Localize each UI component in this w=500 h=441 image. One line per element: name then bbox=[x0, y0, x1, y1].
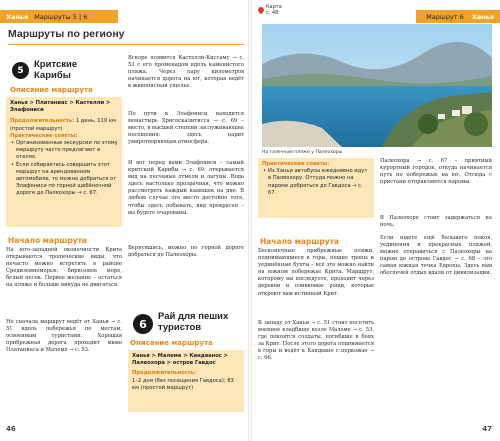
body-paragraph: Палеохора → с. 67 – приятный курортный городок, откуда начинается путь по побережью на юг. Отсюда с пристани отправляются паромы. bbox=[380, 158, 492, 186]
route-title bbox=[34, 59, 77, 81]
route-number-badge: 5 bbox=[12, 62, 29, 79]
tip-item: • Организованные экскурсии по этому маршруту часто предлагают в отелях. bbox=[10, 140, 118, 162]
tip-item: • Если собираетесь совершить этот маршрут на арендованном автомобиле, то можно добраться от Элафониси по горной щебёночной дороге до Палеохоры → с. 67. bbox=[10, 162, 118, 198]
map-reference bbox=[258, 4, 282, 16]
page-title: Маршруты по региону bbox=[8, 28, 125, 40]
page-number: 47 bbox=[482, 425, 492, 433]
route-title bbox=[158, 311, 228, 333]
route-title-line: туристов bbox=[158, 322, 202, 333]
duration-value: 1–2 дня (без посещения Гавдоса); 83 км (простой маршрут) bbox=[132, 377, 234, 391]
tips-box bbox=[258, 158, 374, 218]
route-path: Ханья > Малеме > Кандванос > Палеохора > остров Гавдос bbox=[132, 353, 229, 367]
body-paragraph: Вернувшись, можно по горной дороге добраться до Палеохоры. bbox=[128, 245, 244, 259]
tips-label: Практические советы: bbox=[262, 161, 330, 167]
route-number-badge: 6 bbox=[133, 314, 153, 334]
route-title-line: Рай для пеших bbox=[158, 311, 229, 322]
route-info-box bbox=[6, 97, 122, 227]
tips-label: Практические советы: bbox=[10, 132, 78, 139]
start-heading: Начало маршрута bbox=[260, 237, 339, 246]
header-title: Маршрут 6 bbox=[426, 12, 464, 21]
route-title-line: Критские bbox=[34, 59, 78, 70]
route-title-line: Карибы bbox=[34, 70, 71, 81]
route-info-box bbox=[128, 350, 244, 412]
coastal-photo bbox=[262, 24, 492, 147]
start-paragraph: К западу от Ханьи → с. 51 стоит посетить военное кладбище возле Малеме → с. 53, где покоятся солдаты, погибшие в боях за Крит. После этого дорога поднимается в горы и ведёт к Кандвано с церковью → с. 66. bbox=[258, 320, 374, 362]
header-section: Ханья bbox=[6, 12, 29, 21]
photo-caption: На галечном пляже у Палеохоры bbox=[262, 150, 343, 155]
start-paragraph: Бесконечные прибрежные пляжи, поднимающиеся в горы, пешие тропы и уединённые бухты – всё это можно найти на южном побережье Крита. Маршрут, которому вы последуете, проходит через деревни и оливковые рощи, которые откроют вам истинный Крит. bbox=[258, 248, 374, 297]
route-desc-heading: Описание маршрута bbox=[130, 339, 213, 347]
left-running-header bbox=[0, 10, 118, 23]
map-label: Карта с. 48 bbox=[266, 4, 282, 16]
start-paragraph: Но сначала маршрут ведёт от Ханьи → с. 51 вдоль побережья по местам, освоенным туристами. Хорошая прибрежная дорога проходит мимо Платаниаса и Малеме → с. 53. bbox=[6, 319, 122, 354]
body-paragraph: Если ищете ещё большего покоя, уединения и прекрасных пляжей, можно отправиться с Палеохоры на паром до острова Гавдос → с. 68 – это самая южная точка Европы. Здесь вам обеспечен отдых вдали от цивилизации. bbox=[380, 235, 492, 277]
page-number: 46 bbox=[6, 425, 16, 433]
tip-item: • Из Ханьи автобусы ежедневно идут в Палеохору. Оттуда можно на пароме добраться до Гавдоса → с. 67. bbox=[262, 168, 370, 197]
body-paragraph: По пути к Элафониси находится монастырь Хрисоскалитисса → с. 69 – место, в высшей степени заслуживающее посещения: здесь царит умиротворяющая атмосфера. bbox=[128, 111, 244, 146]
title-rule bbox=[8, 44, 244, 45]
map-pin-icon bbox=[257, 6, 265, 14]
duration-label: Продолжительность: bbox=[10, 118, 75, 125]
route-path: Ханья > Платаниас > Кастелли > Элафониси bbox=[10, 100, 111, 114]
route-desc-heading: Описание маршрута bbox=[10, 86, 93, 94]
header-section: Ханья bbox=[471, 12, 494, 21]
duration-value: 1 день, 110 км (простой маршрут) bbox=[10, 118, 116, 132]
start-paragraph: На юго-западной оконечности Крита открываются тропические виды, что нечасто можно встретить в районе Средиземноморья: бирюзовое море, белый песок. Первое желание – остаться на пляже и больше никуда не двигаться. bbox=[6, 247, 122, 289]
photo-illustration bbox=[262, 24, 492, 147]
body-paragraph: И вот перед вами Элафониси – самый критский Карибы → с. 69: открывается вид на песчаные отмели и лагуны. Вода здесь настолько прозрачная, что можно рассмотреть каждый камешек на дне. В любом случае это место достойно того, чтобы здесь побывать, вид прекрасен – вы будете очарованы. bbox=[128, 160, 244, 216]
body-paragraph: Вскоре появится Кастелли-Киссаму → с. 53 с его променадом вдоль каменистого пляжа. Через пару километров начинается дорога на юг, которая ведёт в живописный ущелье. bbox=[128, 55, 244, 90]
header-title: Маршруты 5 | 6 bbox=[34, 12, 88, 21]
body-paragraph: В Палеохоре стоит задержаться на ночь. bbox=[380, 215, 492, 229]
duration-label: Продолжительность: bbox=[132, 370, 197, 377]
right-running-header bbox=[416, 10, 500, 23]
start-heading: Начало маршрута bbox=[8, 236, 87, 245]
